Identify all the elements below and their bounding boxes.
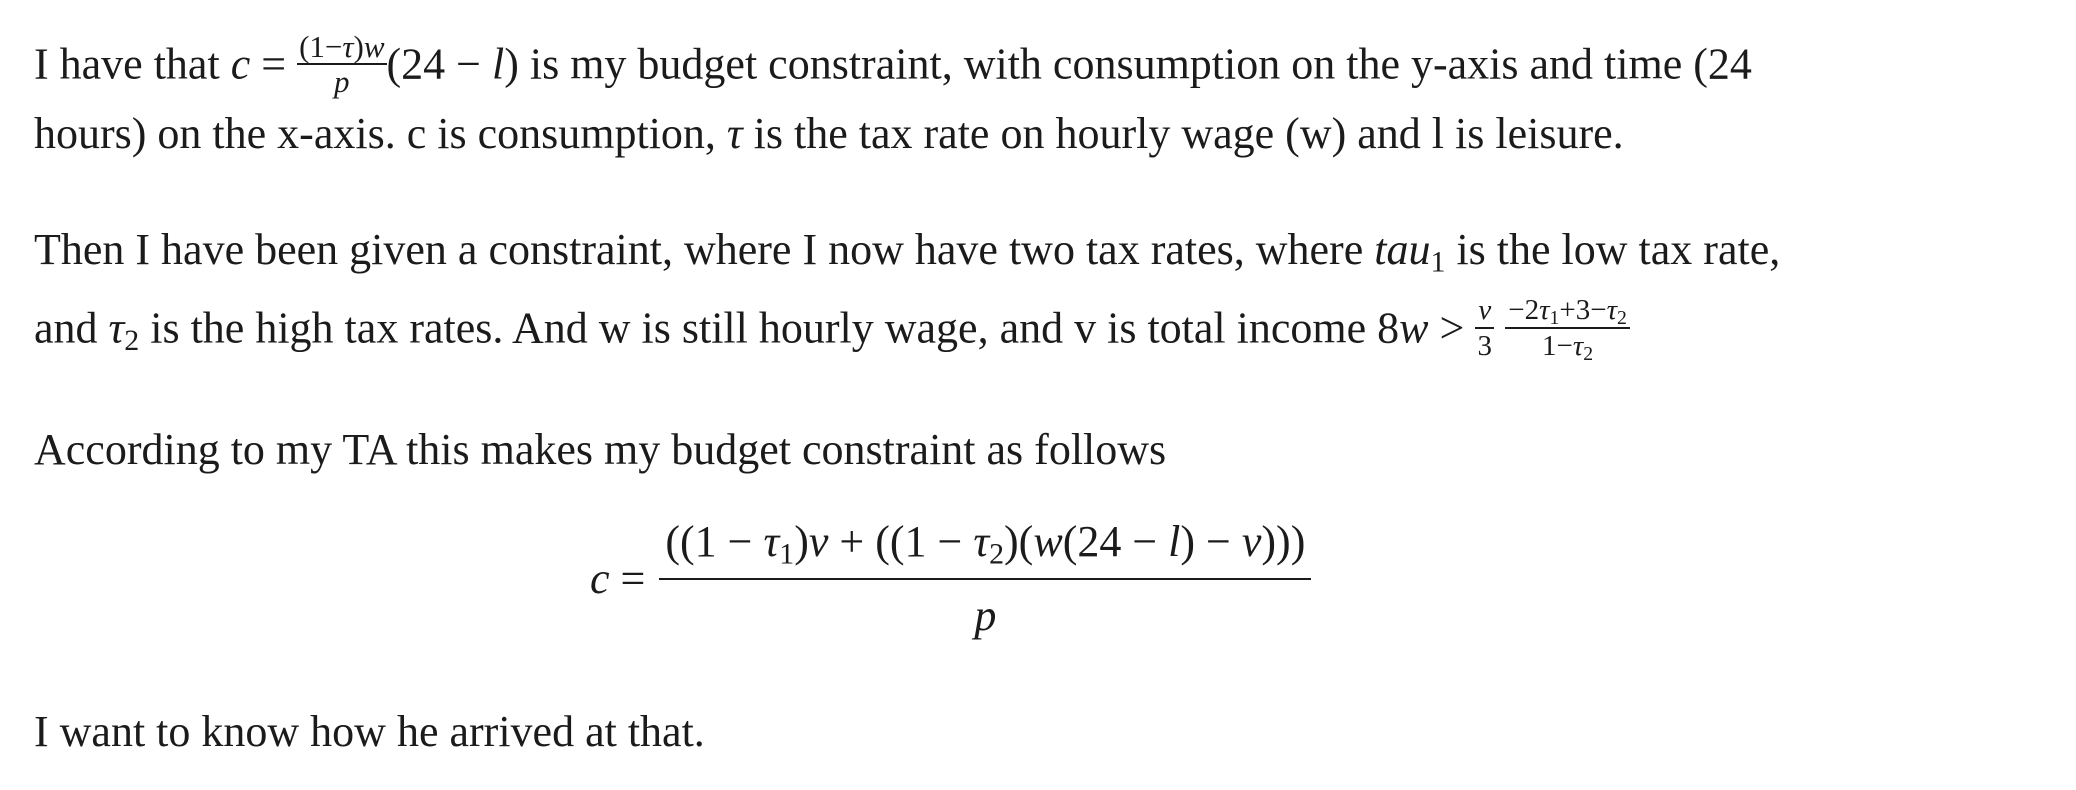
math-text: (24 − — [1062, 517, 1169, 566]
math-subscript: 1 — [1430, 245, 1446, 279]
fraction-numerator — [297, 29, 386, 64]
math-text: ) — [794, 517, 809, 566]
paragraph-two-tax-rates — [34, 225, 1781, 279]
question-body — [34, 0, 2054, 790]
display-formula — [590, 517, 1311, 640]
math-var-w: w — [1033, 517, 1063, 566]
text-segment: is the low tax rate, — [1445, 225, 1781, 274]
math-tau: τ — [1606, 294, 1617, 326]
math-greater-than: > — [1428, 303, 1476, 353]
math-tau: τ — [342, 29, 354, 64]
fraction-denominator — [1505, 329, 1630, 365]
math-var-c: c — [230, 39, 251, 89]
fraction-denominator: p — [974, 591, 997, 640]
math-text: 1− — [1541, 330, 1573, 362]
math-tau: τ — [973, 517, 990, 566]
text-segment: ) is my budget constraint, with consumption on the y-axis and time (24 — [504, 39, 1752, 89]
math-var-w: w — [363, 29, 385, 64]
math-text: + ((1 − — [828, 517, 974, 566]
formula-fraction — [659, 517, 1311, 640]
math-text: ) − — [1180, 517, 1242, 566]
text-segment: is the high tax rates. And w is still hourly wage, and v is total income 8 — [139, 303, 1400, 353]
text-segment: and — [34, 303, 109, 353]
text-segment: I want to know how he arrived at that. — [34, 707, 705, 756]
math-subscript: 1 — [1549, 306, 1560, 329]
math-text: ))) — [1261, 517, 1306, 566]
math-text: −2 — [1508, 294, 1540, 326]
fraction-denominator: 3 — [1477, 330, 1493, 362]
text-segment: hours) on the x-axis. c is consumption, — [34, 109, 727, 158]
paragraph-two-tax-rates-line2 — [34, 294, 1630, 365]
math-subscript: 2 — [1583, 342, 1594, 365]
paragraph-question — [34, 707, 705, 756]
paragraph-budget-constraint-line2 — [34, 109, 1624, 158]
math-subscript: 2 — [989, 537, 1005, 571]
math-text: ) — [353, 29, 364, 64]
math-tau-word: tau — [1374, 225, 1431, 274]
paragraph-budget-constraint — [34, 29, 1752, 101]
math-equals: = — [250, 39, 298, 89]
math-var-w: w — [1399, 303, 1429, 353]
math-tau: τ — [726, 109, 743, 158]
math-tau: τ — [763, 517, 780, 566]
math-var-v: v — [1241, 517, 1262, 566]
fraction-numerator — [1505, 296, 1630, 327]
math-equals: = — [609, 554, 646, 603]
math-fraction-v-over-3 — [1475, 296, 1494, 361]
math-subscript: 2 — [124, 324, 140, 358]
math-text: +3− — [1559, 294, 1607, 326]
text-segment: is the tax rate on hourly wage (w) and l is leisure. — [742, 109, 1624, 158]
fraction-numerator — [659, 517, 1311, 578]
math-tau: τ — [108, 303, 125, 353]
text-segment: (24 − — [386, 39, 492, 89]
math-var-l: l — [1168, 517, 1181, 566]
math-text: (1− — [299, 29, 343, 64]
math-var-c: c — [590, 554, 610, 603]
text-segment: According to my TA this makes my budget constraint as follows — [34, 425, 1167, 474]
math-text: ((1 − — [665, 517, 764, 566]
formula-lhs — [590, 554, 646, 603]
math-fraction-tax-wage-over-price — [297, 29, 386, 99]
math-var-l: l — [491, 39, 505, 89]
math-tau: τ — [1572, 330, 1584, 362]
math-var-v: v — [808, 517, 829, 566]
math-text: )( — [1004, 517, 1034, 566]
math-subscript: 2 — [1616, 306, 1627, 329]
fraction-numerator: v — [1478, 294, 1492, 326]
text-segment: Then I have been given a constraint, where I now have two tax rates, where — [34, 225, 1375, 274]
paragraph-ta-statement — [34, 425, 1167, 474]
math-tau: τ — [1539, 294, 1550, 326]
math-subscript: 1 — [779, 537, 795, 571]
math-fraction-tax-rates — [1505, 294, 1630, 365]
fraction-denominator: p — [334, 64, 350, 99]
text-segment: I have that — [34, 39, 231, 89]
